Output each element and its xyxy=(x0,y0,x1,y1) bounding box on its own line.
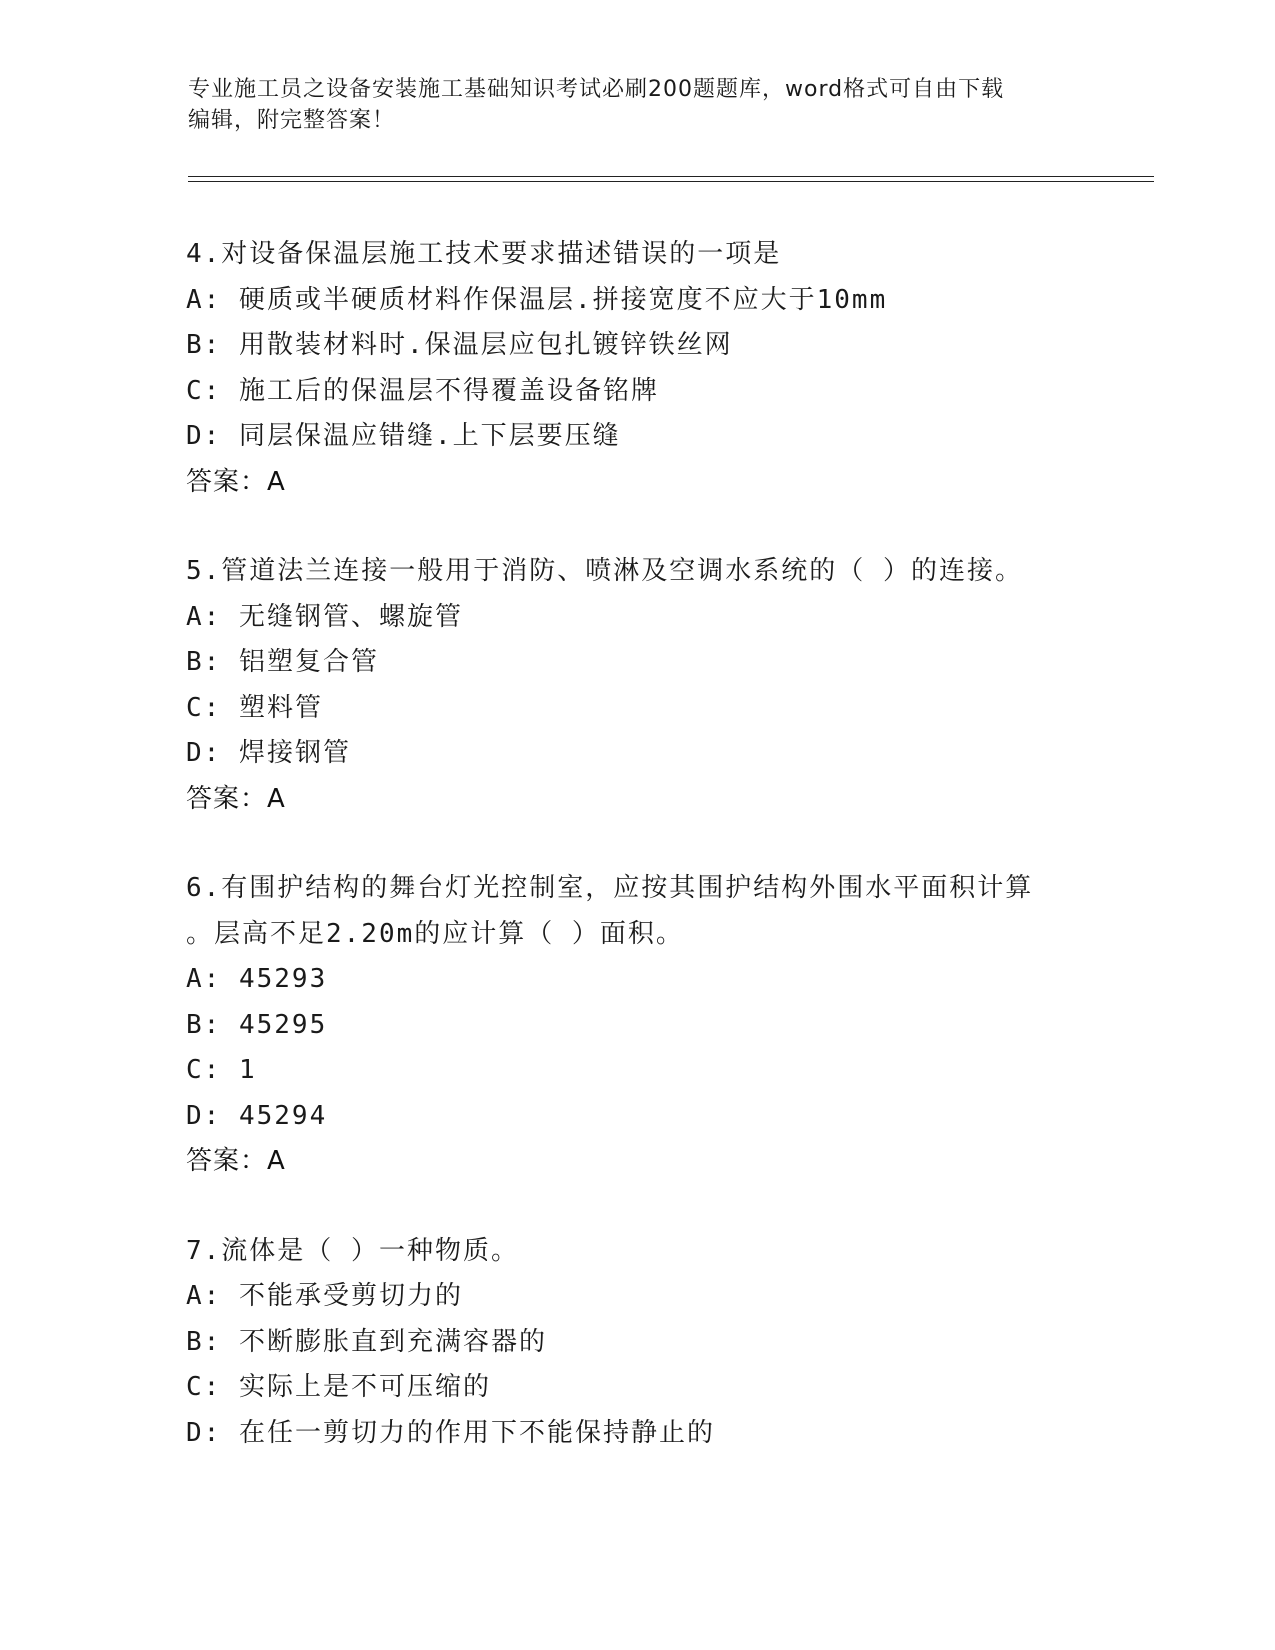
answer-option: B: 用散装材料时.保温层应包扎镀锌铁丝网 xyxy=(186,330,733,360)
answer-key: 答案：A xyxy=(186,466,286,497)
answer-key: 答案：A xyxy=(186,783,286,814)
question-block xyxy=(186,232,1126,505)
answer-option: C: 塑料管 xyxy=(186,692,323,723)
question-stem: 7.流体是（ ）一种物质。 xyxy=(186,1235,519,1266)
header-title-line-2: 编辑，附完整答案！ xyxy=(188,108,396,133)
header-title-line-1: 专业施工员之设备安装施工基础知识考试必刷200题题库，word格式可自由下载 xyxy=(188,77,1005,102)
answer-option: A: 45293 xyxy=(186,964,328,994)
answer-option: C: 施工后的保温层不得覆盖设备铭牌 xyxy=(186,375,659,406)
answer-option: D: 45294 xyxy=(186,1100,328,1131)
question-stem: 5.管道法兰连接一般用于消防、喷淋及空调水系统的（ ）的连接。 xyxy=(186,556,1023,586)
header-divider-top xyxy=(188,176,1154,177)
answer-option: B: 45295 xyxy=(186,1009,328,1040)
answer-option: D: 焊接钢管 xyxy=(186,738,351,768)
question-stem: 。层高不足2.20m的应计算（ ）面积。 xyxy=(186,918,684,949)
document-header xyxy=(188,74,1088,136)
answer-key: 答案：A xyxy=(186,1146,286,1176)
answer-option: A: 不能承受剪切力的 xyxy=(186,1281,463,1311)
header-divider-bottom xyxy=(188,181,1154,182)
question-block xyxy=(186,866,1126,1185)
answer-option: D: 同层保温应错缝.上下层要压缝 xyxy=(186,421,621,451)
question-block xyxy=(186,1229,1126,1457)
question-stem: 4.对设备保温层施工技术要求描述错误的一项是 xyxy=(186,239,782,269)
answer-option: C: 实际上是不可压缩的 xyxy=(186,1372,491,1402)
question-stem: 6.有围护结构的舞台灯光控制室，应按其围护结构外围水平面积计算 xyxy=(186,873,1034,903)
answer-option: B: 铝塑复合管 xyxy=(186,647,379,677)
question-block xyxy=(186,549,1126,822)
answer-option: B: 不断膨胀直到充满容器的 xyxy=(186,1326,547,1357)
answer-option: A: 无缝钢管、螺旋管 xyxy=(186,601,463,632)
answer-option: C: 1 xyxy=(186,1055,257,1085)
question-list xyxy=(186,232,1126,1500)
answer-option: A: 硬质或半硬质材料作保温层.拼接宽度不应大于10mm xyxy=(186,284,888,315)
answer-option: D: 在任一剪切力的作用下不能保持静止的 xyxy=(186,1417,715,1448)
